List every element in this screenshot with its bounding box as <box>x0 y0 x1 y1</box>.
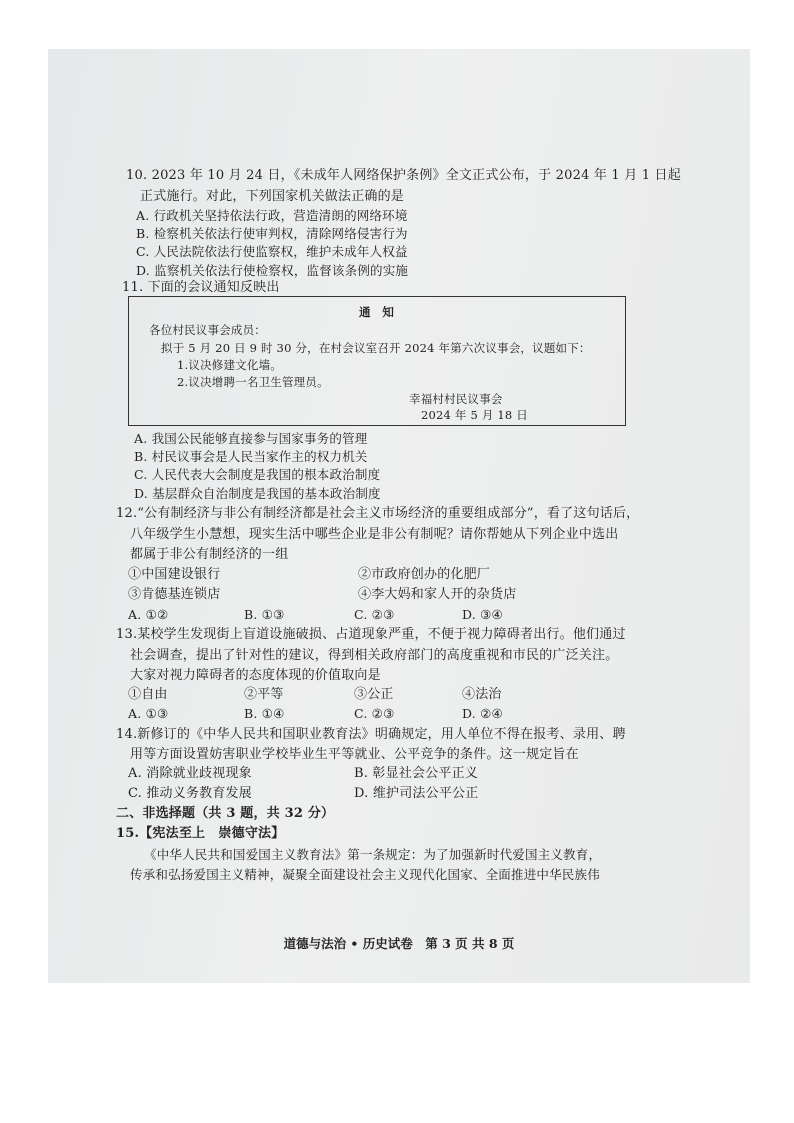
notice-item-1: 1.议决修建文化墙。 <box>177 358 282 372</box>
q12-option-b: B. ①③ <box>244 607 285 622</box>
q13-item-1: ①自由 <box>128 687 168 702</box>
notice-date: 2024 年 5 月 18 日 <box>421 408 528 422</box>
q12-stem-line3: 都属于非公有制经济的一组 <box>130 547 289 562</box>
meeting-notice-box <box>128 296 626 426</box>
q11-stem: 11. 下面的会议通知反映出 <box>122 280 280 295</box>
q15-text-line1: 《中华人民共和国爱国主义教育法》第一条规定：为了加强新时代爱国主义教育， <box>144 847 602 862</box>
q13-stem-line3: 大家对视力障碍者的态度体现的价值取向是 <box>130 668 381 683</box>
q12-option-d: D. ③④ <box>462 607 503 622</box>
q13-option-d: D. ②④ <box>462 706 503 721</box>
q12-item-1: ①中国建设银行 <box>128 567 221 582</box>
q10-option-d: D. 监察机关依法行使检察权，监督该条例的实施 <box>136 263 409 278</box>
notice-signature: 幸福村村民议事会 <box>409 392 503 406</box>
q14-option-c: C. 推动义务教育发展 <box>128 786 252 801</box>
q13-stem-line2: 社会调查，提出了针对性的建议，得到相关政府部门的高度重视和市民的广泛关注。 <box>130 648 619 663</box>
q10-option-c: C. 人民法院依法行使监察权，维护未成年人权益 <box>136 244 408 259</box>
q13-item-3: ③公正 <box>354 687 394 702</box>
notice-greeting: 各位村民议事会成员： <box>149 323 266 337</box>
exam-page <box>48 49 750 983</box>
q13-option-c: C. ②③ <box>354 706 395 721</box>
q11-option-a: A. 我国公民能够直接参与国家事务的管理 <box>134 431 368 446</box>
q10-stem-line1: 10. 2023 年 10 月 24 日，《未成年人网络保护条例》全文正式公布，于 2024 年 1 月 1 日起 <box>126 168 681 183</box>
q11-option-d: D. 基层群众自治制度是我国的基本政治制度 <box>134 486 381 501</box>
q13-option-a: A. ①③ <box>128 706 169 721</box>
q14-stem-line1: 14.新修订的《中华人民共和国职业教育法》明确规定，用人单位不得在报考、录用、聘 <box>116 727 626 742</box>
q10-option-b: B. 检察机关依法行使审判权，清除网络侵害行为 <box>136 226 408 241</box>
q14-option-d: D. 维护司法公平公正 <box>354 786 479 801</box>
q15-title: 15.【宪法至上 崇德守法】 <box>116 826 285 841</box>
q11-option-b: B. 村民议事会是人民当家作主的权力机关 <box>134 449 368 464</box>
q13-stem-line1: 13.某校学生发现街上盲道设施破损、占道现象严重，不便于视力障碍者出行。他们通过 <box>116 627 626 642</box>
notice-body: 拟于 5 月 20 日 9 时 30 分，在村会议室召开 2024 年第六次议事会，议题如下： <box>161 341 591 355</box>
q12-stem-line2: 八年级学生小慧想，现实生活中哪些企业是非公有制呢？请你帮她从下列企业中选出 <box>130 527 619 542</box>
q13-item-2: ②平等 <box>244 687 284 702</box>
q11-option-c: C. 人民代表大会制度是我国的根本政治制度 <box>134 467 381 482</box>
q10-option-a: A. 行政机关坚持依法行政，营造清朗的网络环境 <box>136 208 408 223</box>
q15-text-line2: 传承和弘扬爱国主义精神，凝聚全面建设社会主义现代化国家、全面推进中华民族伟 <box>130 867 600 882</box>
q12-stem-line1: 12.“公有制经济与非公有制经济都是社会主义市场经济的重要组成部分”，看了这句话后， <box>116 506 640 521</box>
q12-option-a: A. ①② <box>128 607 169 622</box>
q12-option-c: C. ②③ <box>354 607 395 622</box>
q13-item-4: ④法治 <box>462 687 502 702</box>
q14-stem-line2: 用等方面设置妨害职业学校毕业生平等就业、公平竞争的条件。这一规定旨在 <box>130 747 579 762</box>
page-footer: 道德与法治 • 历史试卷 第 3 页 共 8 页 <box>283 936 515 951</box>
section-2-heading: 二、非选择题（共 3 题，共 32 分） <box>116 806 335 821</box>
q14-option-b: B. 彰显社会公平正义 <box>354 766 479 781</box>
notice-item-2: 2.议决增聘一名卫生管理员。 <box>177 375 329 389</box>
q14-option-a: A. 消除就业歧视现象 <box>128 766 252 781</box>
q13-option-b: B. ①④ <box>244 706 285 721</box>
q12-item-3: ③肯德基连锁店 <box>128 587 221 602</box>
notice-title: 通 知 <box>359 305 395 319</box>
q10-stem-line2: 正式施行。对此，下列国家机关做法正确的是 <box>140 189 405 204</box>
q12-item-2: ②市政府创办的化肥厂 <box>358 567 491 582</box>
q12-item-4: ④李大妈和家人开的杂货店 <box>358 587 517 602</box>
